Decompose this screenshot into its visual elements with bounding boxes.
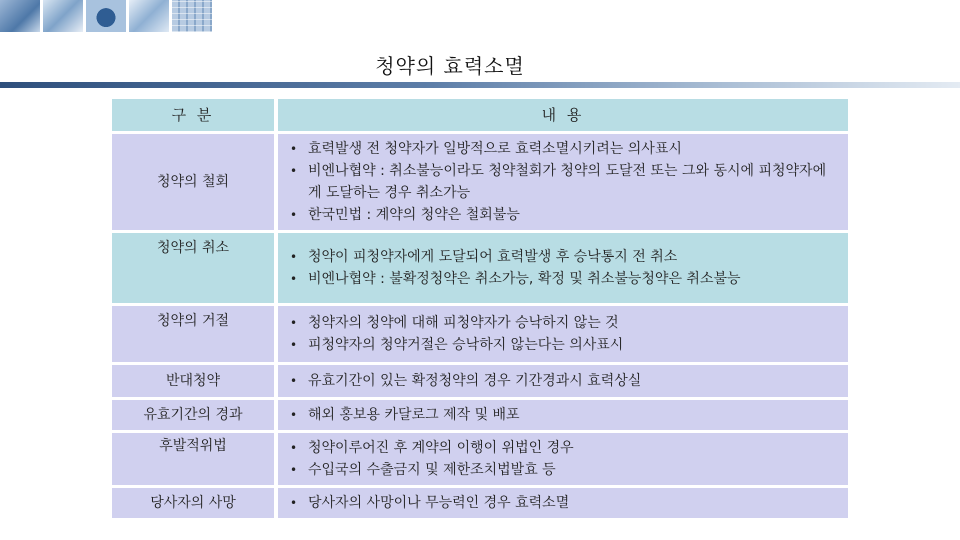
row-label: 유효기간의 경과: [112, 400, 274, 430]
bullet-item: • 청약자의 청약에 대해 피청약자가 승낙하지 않는 것: [286, 312, 838, 334]
thumbnail-image-1: [0, 0, 41, 32]
table-row: [112, 400, 848, 430]
row-label: 반대청약: [112, 365, 274, 397]
table-row: [112, 433, 848, 485]
bullet-item: • 유효기간이 있는 확정청약의 경우 기간경과시 효력상실: [286, 370, 838, 392]
thumbnail-image-2: [43, 0, 84, 32]
bullet-item: • 비엔나협약 : 취소불능이라도 청약철회가 청약의 도달전 또는 그와 동시에 피청약자에게 도달하는 경우 취소가능: [286, 160, 838, 204]
row-content: [278, 365, 848, 397]
title-divider: [0, 82, 960, 88]
bullet-item: • 해외 홍보용 카달로그 제작 및 배포: [286, 404, 838, 426]
row-content: [278, 306, 848, 362]
offer-termination-table: [112, 96, 848, 521]
table-row: [112, 488, 848, 518]
bullet-item: • 효력발생 전 청약자가 일방적으로 효력소멸시키려는 의사표시: [286, 138, 838, 160]
slide-title: 청약의 효력소멸: [375, 54, 525, 78]
thumbnail-image-3: [86, 0, 127, 32]
header-thumbnail-strip: [0, 0, 215, 32]
table-row: [112, 134, 848, 230]
header-content: 내 용: [278, 99, 848, 131]
row-label: 청약의 취소: [112, 233, 274, 303]
row-label: 당사자의 사망: [112, 488, 274, 518]
thumbnail-image-5: [172, 0, 213, 32]
row-label: 청약의 철회: [112, 134, 274, 230]
bullet-item: • 한국민법 : 계약의 청약은 철회불능: [286, 204, 838, 226]
table-row: [112, 365, 848, 397]
row-label: 청약의 거절: [112, 306, 274, 362]
row-content: [278, 488, 848, 518]
bullet-item: • 당사자의 사망이나 무능력인 경우 효력소멸: [286, 492, 838, 514]
table-row: [112, 233, 848, 303]
bullet-item: • 피청약자의 청약거절은 승낙하지 않는다는 의사표시: [286, 334, 838, 356]
row-content: [278, 134, 848, 230]
bullet-item: • 비엔나협약 : 불확정청약은 취소가능, 확정 및 취소불능청약은 취소불능: [286, 268, 838, 290]
row-content: [278, 400, 848, 430]
row-content: [278, 433, 848, 485]
bullet-item: • 청약이루어진 후 계약의 이행이 위법인 경우: [286, 437, 838, 459]
row-label: 후발적위법: [112, 433, 274, 485]
table-row: [112, 306, 848, 362]
header-category: 구 분: [112, 99, 274, 131]
thumbnail-image-4: [129, 0, 170, 32]
bullet-item: • 청약이 피청약자에게 도달되어 효력발생 후 승낙통지 전 취소: [286, 246, 838, 268]
bullet-item: • 수입국의 수출금지 및 제한조치법발효 등: [286, 459, 838, 481]
table-header-row: [112, 99, 848, 131]
row-content: [278, 233, 848, 303]
